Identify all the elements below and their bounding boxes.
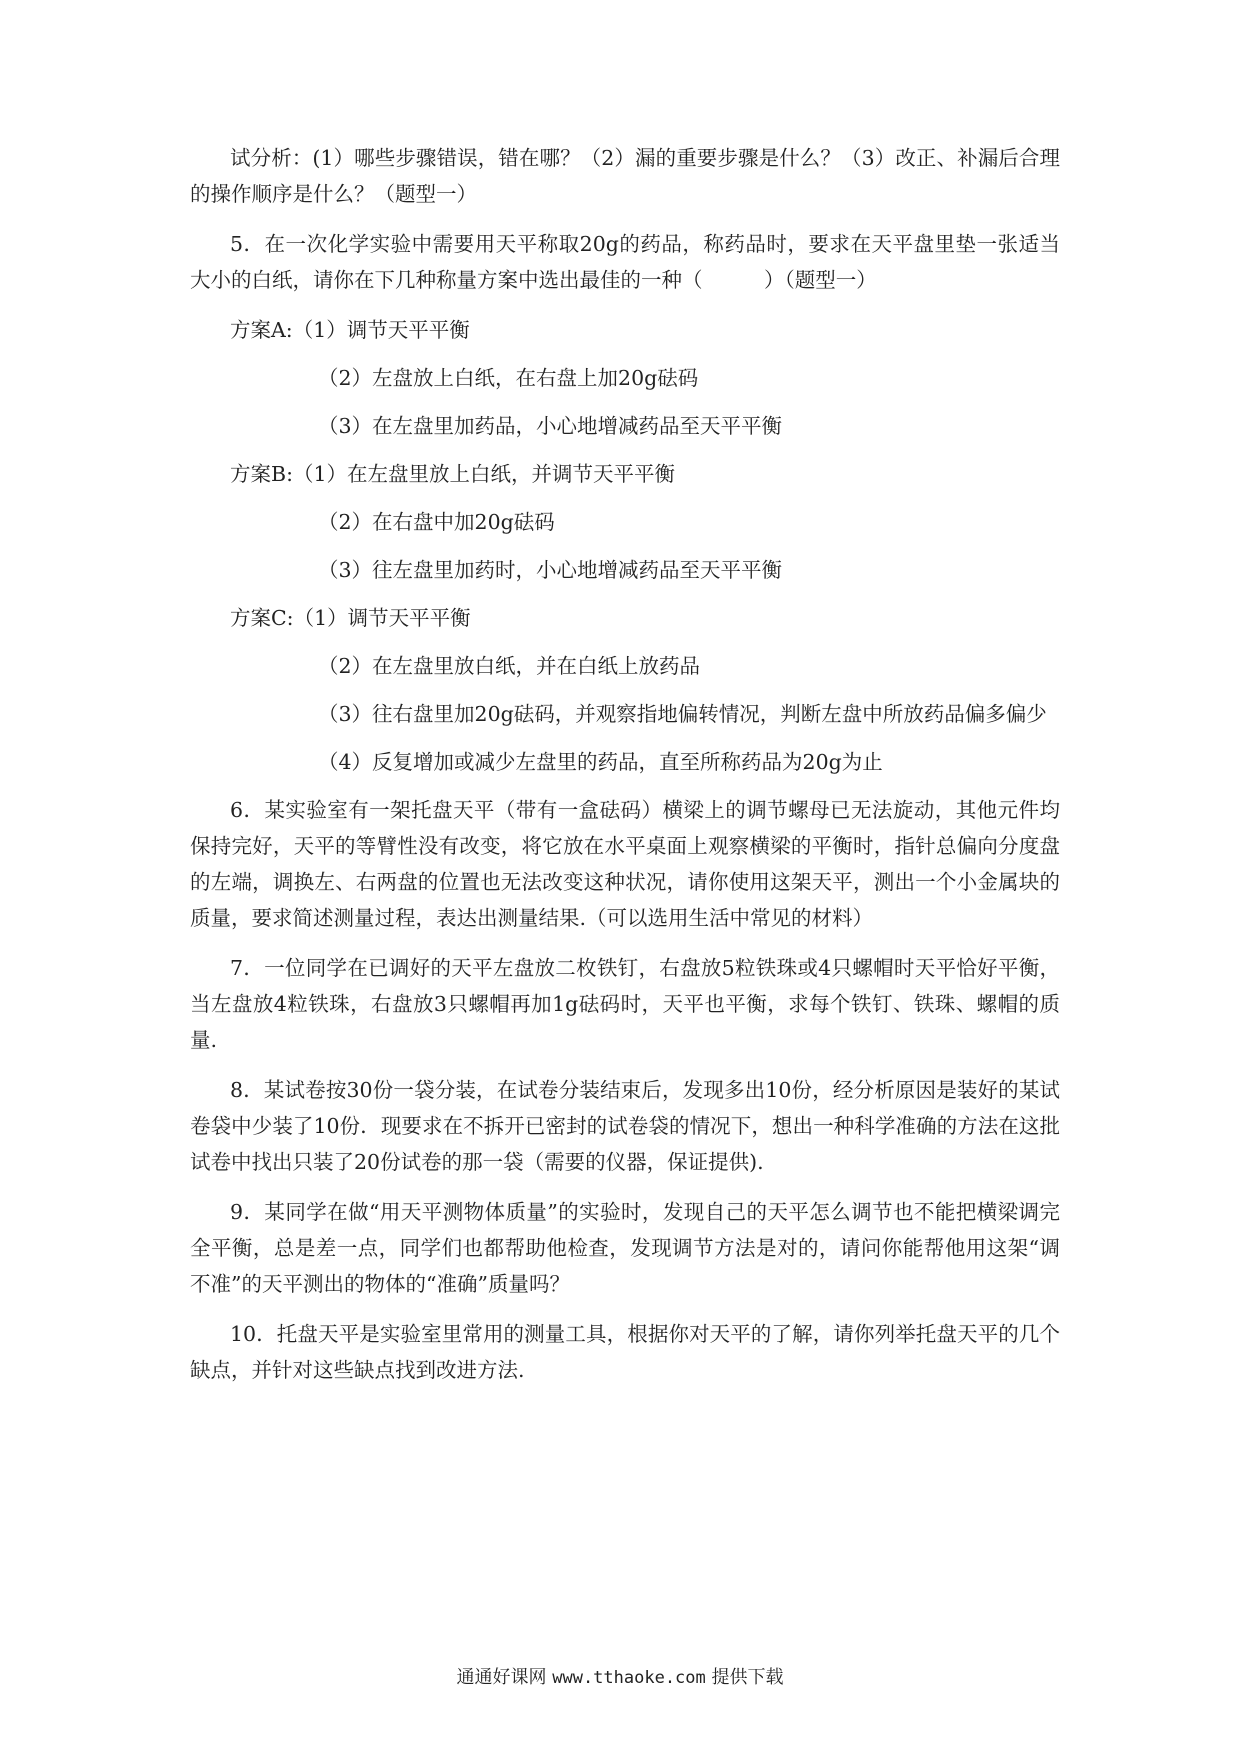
plan-a-step-3: （3）在左盘里加药品，小心地增减药品至天平平衡 bbox=[318, 414, 783, 438]
plan-b-heading: 方案B:（1）在左盘里放上白纸，并调节天平平衡 bbox=[230, 462, 676, 486]
question-7: 7．一位同学在已调好的天平左盘放二枚铁钉，右盘放5粒铁珠或4只螺帽时天平恰好平衡，当左盘放4粒铁珠，右盘放3只螺帽再加1g砝码时，天平也平衡，求每个铁钉、铁珠、螺帽的质量. bbox=[190, 956, 1060, 1052]
footer-site-name: 通通好课网 bbox=[456, 1667, 553, 1688]
plan-c-step-2: （2）在左盘里放白纸，并在白纸上放药品 bbox=[318, 654, 701, 678]
question-10: 10．托盘天平是实验室里常用的测量工具，根据你对天平的了解，请你列举托盘天平的几个缺点，并针对这些缺点找到改进方法. bbox=[190, 1322, 1060, 1382]
plan-b-step-3: （3）往左盘里加药时，小心地增减药品至天平平衡 bbox=[318, 558, 783, 582]
question-5: 5．在一次化学实验中需要用天平称取20g的药品，称药品时，要求在天平盘里垫一张适当大小的白纸，请你在下几种称量方案中选出最佳的一种（ ）（题型一） bbox=[190, 232, 1060, 292]
plan-a-heading: 方案A:（1）调节天平平衡 bbox=[230, 318, 470, 342]
plan-a-step-2: （2）左盘放上白纸，在右盘上加20g砝码 bbox=[318, 366, 699, 390]
question-8: 8．某试卷按30份一袋分装，在试卷分装结束后，发现多出10份，经分析原因是装好的某试卷袋中少装了10份．现要求在不拆开已密封的试卷袋的情况下，想出一种科学准确的方法在这批试卷中找出只装了20份试卷的那一袋（需要的仪器，保证提供). bbox=[190, 1078, 1060, 1174]
question-9: 9．某同学在做“用天平测物体质量”的实验时，发现自己的天平怎么调节也不能把横梁调完全平衡，总是差一点，同学们也都帮助他检查，发现调节方法是对的，请问你能帮他用这架“调不准”的天平测出的物体的“准确”质量吗？ bbox=[190, 1200, 1060, 1296]
footer-suffix: 提供下载 bbox=[705, 1667, 784, 1688]
plan-c-step-4: （4）反复增加或减少左盘里的药品，直至所称药品为20g为止 bbox=[318, 750, 883, 774]
worksheet-body bbox=[190, 140, 1060, 1402]
question-4-analysis: 试分析：(1）哪些步骤错误，错在哪？（2）漏的重要步骤是什么？（3）改正、补漏后合理的操作顺序是什么？（题型一） bbox=[190, 146, 1060, 206]
page-footer bbox=[0, 1666, 1240, 1690]
footer-url: www.tthaoke.com bbox=[552, 1668, 706, 1688]
plan-c-step-3: （3）往右盘里加20g砝码，并观察指地偏转情况，判断左盘中所放药品偏多偏少 bbox=[318, 702, 1047, 726]
plan-b-step-2: （2）在右盘中加20g砝码 bbox=[318, 510, 555, 534]
plan-c-heading: 方案C:（1）调节天平平衡 bbox=[230, 606, 471, 630]
question-6: 6．某实验室有一架托盘天平（带有一盒砝码）横梁上的调节螺母已无法旋动，其他元件均保持完好，天平的等臂性没有改变，将它放在水平桌面上观察横梁的平衡时，指针总偏向分度盘的左端，调换左、右两盘的位置也无法改变这种状况，请你使用这架天平，测出一个小金属块的质量，要求简述测量过程，表达出测量结果.（可以选用生活中常见的材料） bbox=[190, 798, 1060, 930]
